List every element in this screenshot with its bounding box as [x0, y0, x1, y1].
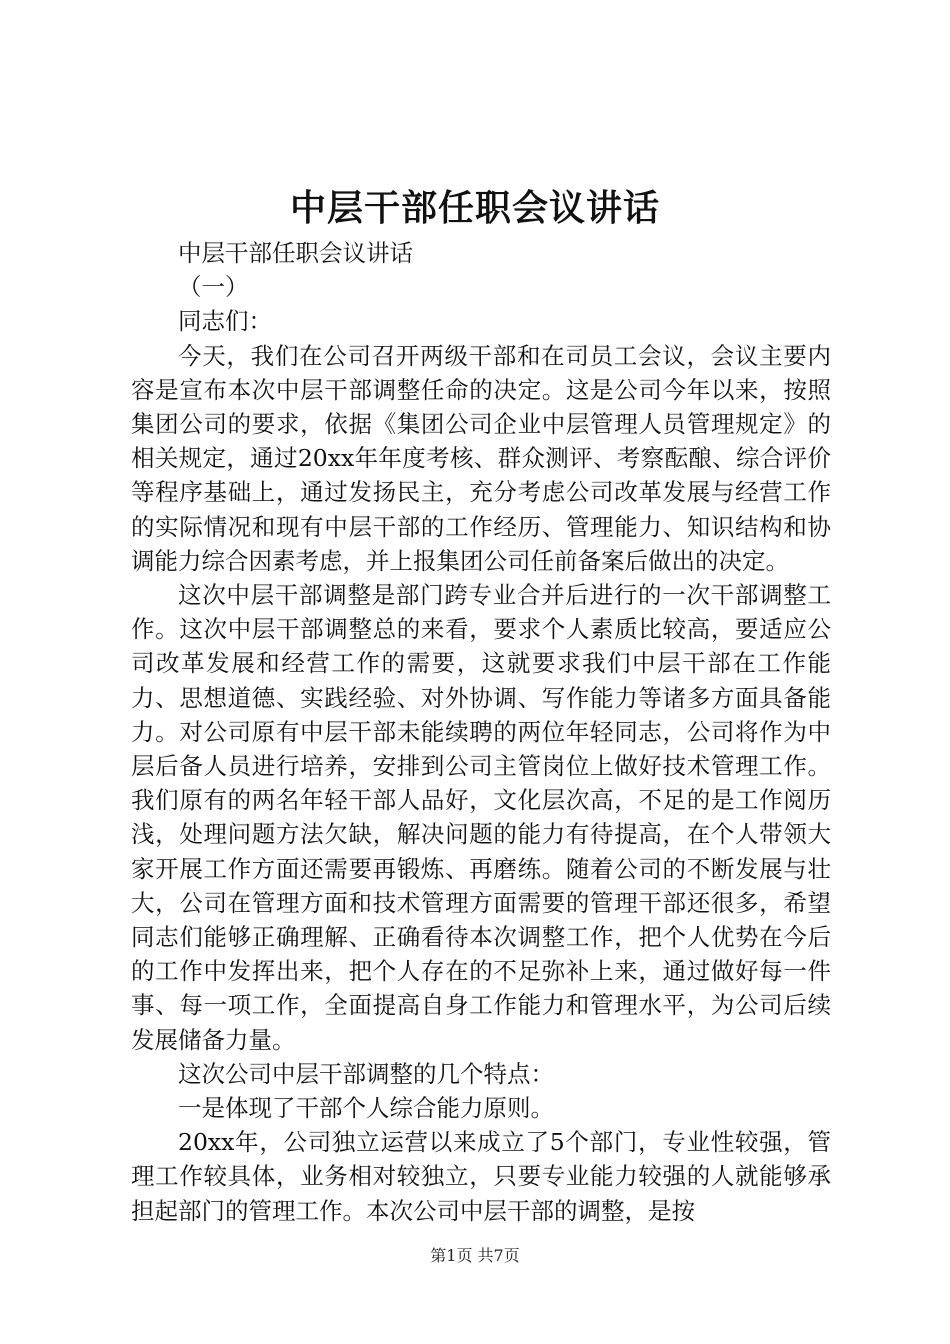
paragraph-subtitle: 中层干部任职会议讲话 [178, 239, 413, 267]
paragraph-body: 20xx年，公司独立运营以来成立了5个部门，专业性较强，管理工作较具体，业务相对较独立，只要专业能力较强的人就能够承担起部门的管理工作。本次公司中层干部的调整，是按 [131, 1128, 831, 1225]
paragraph-body: 这次中层干部调整是部门跨专业合并后进行的一次干部调整工作。这次中层干部调整总的来看，要求个人素质比较高，要适应公司改革发展和经营工作的需要，这就要求我们中层干部在工作能力、思想道德、实践经验、对外协调、写作能力等诸多方面具备能力。对公司原有中层干部未能续聘的两位年轻同志，公司将作为中层后备人员进行培养，安排到公司主管岗位上做好技术管理工作。我们原有的两名年轻干部人品好，文化层次高，不足的是工作阅历浅，处理问题方法欠缺，解决问题的能力有待提高，在个人带领大家开展工作方面还需要再锻炼、再磨练。随着公司的不断发展与壮大，公司在管理方面和技术管理方面需要的管理干部还很多，希望同志们能够正确理解、正确看待本次调整工作，把个人优势在今后的工作中发挥出来，把个人存在的不足弥补上来，通过做好每一件事、每一项工作，全面提高自身工作能力和管理水平，为公司后续发展储备力量。 [131, 581, 831, 1054]
paragraph-body: 一是体现了干部个人综合能力原则。 [178, 1094, 554, 1123]
paragraph-salutation: 同志们： [178, 307, 272, 336]
paragraph-body: 这次公司中层干部调整的几个特点： [178, 1059, 554, 1088]
document-body [131, 236, 831, 1228]
paragraph-section-number: （一） [178, 273, 249, 302]
page-footer: 第1页 共7页 [430, 1246, 520, 1265]
document-title: 中层干部任职会议讲话 [289, 187, 660, 229]
paragraph-body: 今天，我们在公司召开两级干部和在司员工会议，会议主要内容是宣布本次中层干部调整任命的决定。这是公司今年以来，按照集团公司的要求，依据《集团公司企业中层管理人员管理规定》的相关规定，通过20xx年年度考核、群众测评、考察酝酿、综合评价等程序基础上，通过发扬民主，充分考虑公司改革发展与经营工作的实际情况和现有中层干部的工作经历、管理能力、知识结构和协调能力综合因素考虑，并上报集团公司任前备案后做出的决定。 [131, 341, 831, 575]
